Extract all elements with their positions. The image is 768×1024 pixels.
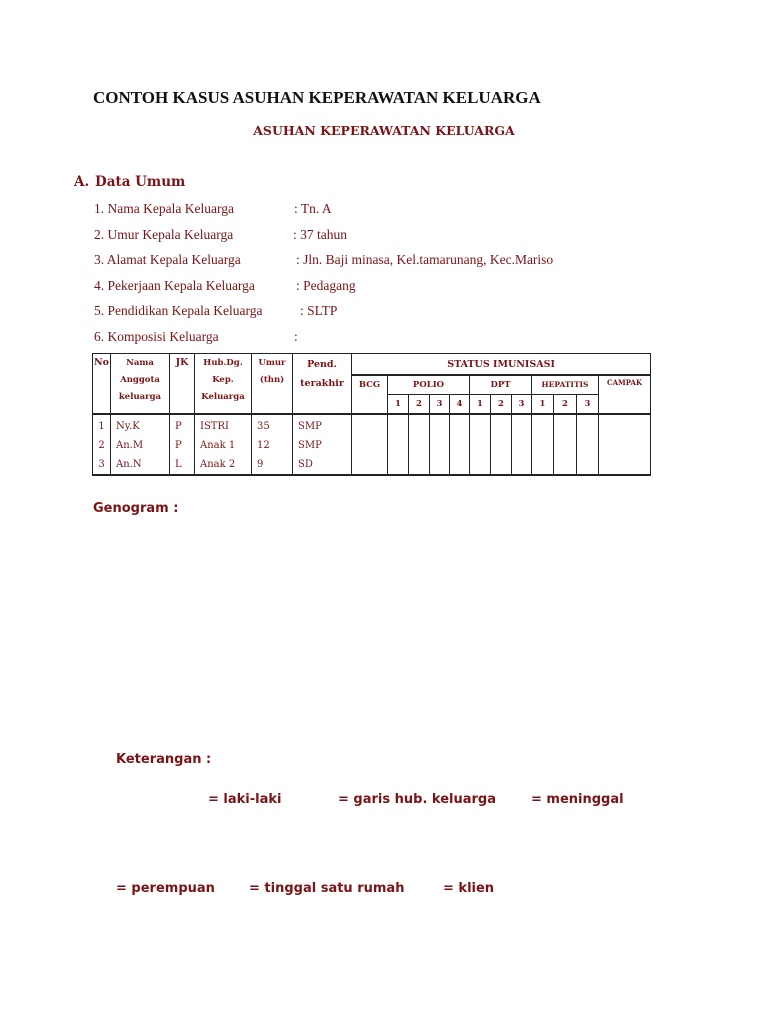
hep-num: 3 — [577, 395, 599, 415]
item-value: : 37 tahun — [293, 227, 347, 242]
legend-perempuan: = perempuan — [116, 881, 215, 896]
hep-num: 2 — [554, 395, 577, 415]
item-label: 1. Nama Kepala Keluarga — [94, 201, 234, 216]
header-hub: Hub.Dg. Kep. Keluarga — [195, 354, 252, 415]
item-value: : Tn. A — [294, 201, 332, 216]
col-umur: 35 12 9 — [252, 414, 293, 475]
legend-tinggal-satu-rumah: = tinggal satu rumah — [249, 881, 405, 896]
cell-dpt-1 — [470, 414, 491, 475]
polio-num: 3 — [430, 395, 450, 415]
header-no: No — [93, 354, 111, 415]
genogram-label: Genogram : — [93, 501, 179, 516]
hep-num: 1 — [532, 395, 554, 415]
polio-num: 2 — [409, 395, 430, 415]
item-label: 4. Pekerjaan Kepala Keluarga — [94, 278, 255, 293]
cell-dpt-2 — [491, 414, 512, 475]
item-value: : — [294, 329, 298, 344]
header-pend: Pend. terakhir — [293, 354, 352, 415]
item-value: : Jln. Baji minasa, Kel.tamarunang, Kec.Mariso — [296, 252, 554, 267]
document-title: CONTOH KASUS ASUHAN KEPERAWATAN KELUARGA — [93, 88, 541, 107]
header-campak: CAMPAK — [599, 375, 651, 414]
header-hepatitis: HEPATITIS — [532, 375, 599, 395]
polio-num: 4 — [450, 395, 470, 415]
cell-campak — [599, 414, 651, 475]
cell-hep-3 — [577, 414, 599, 475]
header-umur: Umur (thn) — [252, 354, 293, 415]
keterangan-label: Keterangan : — [116, 752, 212, 767]
dpt-num: 1 — [470, 395, 491, 415]
header-jk: JK — [170, 354, 195, 415]
legend-meninggal: = meninggal — [531, 792, 624, 807]
legend-klien: = klien — [443, 881, 495, 896]
item-value: : SLTP — [300, 303, 338, 318]
cell-polio-4 — [450, 414, 470, 475]
header-polio: POLIO — [388, 375, 470, 395]
section-label: Data Umum — [95, 174, 186, 190]
cell-hep-1 — [532, 414, 554, 475]
header-dpt: DPT — [470, 375, 532, 395]
cell-polio-3 — [430, 414, 450, 475]
col-nama: Ny.K An.M An.N — [111, 414, 170, 475]
item-label: 5. Pendidikan Kepala Keluarga — [94, 303, 263, 318]
header-bcg: BCG — [352, 375, 388, 414]
cell-polio-1 — [388, 414, 409, 475]
item-value: : Pedagang — [296, 278, 356, 293]
col-jk: P P L — [170, 414, 195, 475]
item-label: 6. Komposisi Keluarga — [94, 329, 219, 344]
dpt-num: 2 — [491, 395, 512, 415]
header-nama: Nama Anggota keluarga — [111, 354, 170, 415]
col-hub: ISTRI Anak 1 Anak 2 — [195, 414, 252, 475]
cell-polio-2 — [409, 414, 430, 475]
section-letter: A. — [74, 174, 90, 190]
section-data-umum — [74, 174, 185, 190]
legend-laki-laki: = laki-laki — [208, 792, 282, 807]
cell-hep-2 — [554, 414, 577, 475]
cell-bcg — [352, 414, 388, 475]
legend-garis-hub: = garis hub. keluarga — [338, 792, 496, 807]
document-subtitle: ASUHAN KEPERAWATAN KELUARGA — [253, 123, 515, 138]
dpt-num: 3 — [512, 395, 532, 415]
header-status-imunisasi: STATUS IMUNISASI — [352, 354, 651, 376]
polio-num: 1 — [388, 395, 409, 415]
family-composition-table — [92, 353, 651, 476]
cell-dpt-3 — [512, 414, 532, 475]
item-label: 2. Umur Kepala Keluarga — [94, 227, 234, 242]
col-no: 1 2 3 — [93, 414, 111, 475]
col-pend: SMP SMP SD — [293, 414, 352, 475]
item-label: 3. Alamat Kepala Keluarga — [94, 252, 241, 267]
